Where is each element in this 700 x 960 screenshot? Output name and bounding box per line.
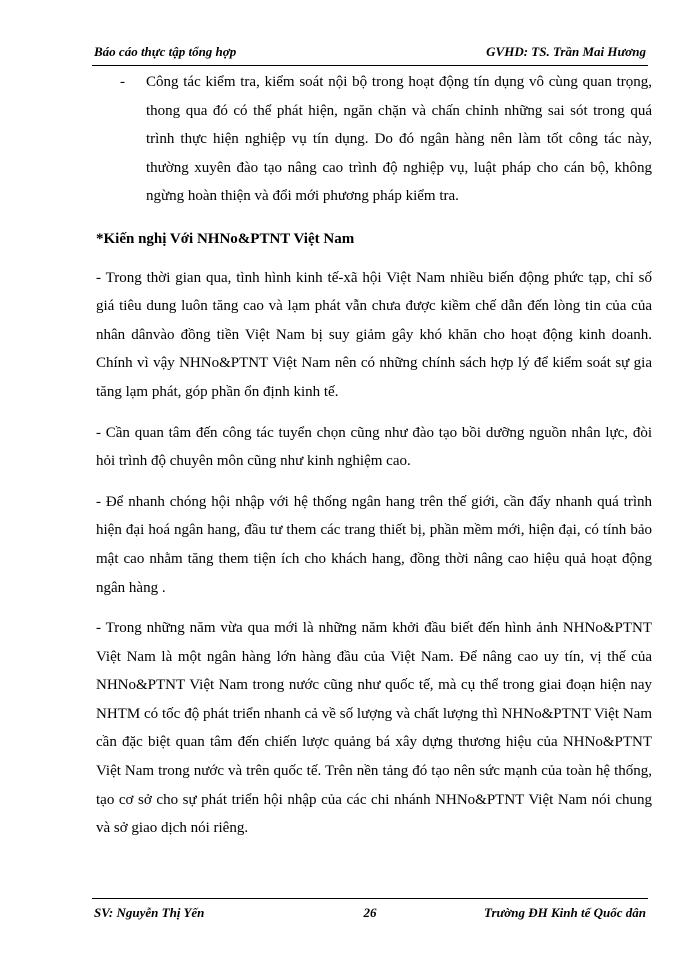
page-number: 26 <box>363 905 377 920</box>
bullet-marker: - <box>120 74 125 90</box>
paragraph-1: - Trong thời gian qua, tình hình kinh tế-xã hội Việt Nam nhiều biến động phức tạp, chỉ số giá tiêu dung luôn tăng cao và lạm phát vẫn chưa được kiềm chế dẫn đến lòng tin của của nhân dânvào đồng tiền Việt Nam bị suy giảm gây khó khăn cho hoạt động kinh doanh. Chính vì vậy NHNo&PTNT Việt Nam nên có những chính sách hợp lý để kiểm soát sự gia tăng lạm phát, góp phần ổn định kinh tế. <box>96 269 652 400</box>
footer-university: Trường ĐH Kinh tế Quốc dân <box>483 905 646 920</box>
page-header <box>92 41 648 66</box>
bullet-text: Công tác kiểm tra, kiểm soát nội bộ trong hoạt động tín dụng vô cùng quan trọng, thong qua đó có thể phát hiện, ngăn chặn và chấn chỉnh những sai sót trong quá trình thực hiện nghiệp vụ tín dụng. Do đó ngân hàng nên làm tốt công tác này, thường xuyên đào tạo nâng cao trình độ nghiệp vụ, luật pháp cho cán bộ, không ngừng hoàn thiện và đổi mới phương pháp kiểm tra. <box>146 74 652 205</box>
paragraph-4: - Trong những năm vừa qua mới là những năm khởi đầu biết đến hình ảnh NHNo&PTNT Việt Nam là một ngân hàng lớn hàng đầu của Việt Nam. Để nâng cao uy tín, vị thế của NHNo&PTNT Việt Nam trong nước cũng như quốc tế, mà cụ thể trong giai đoạn hiện nay NHTM có tốc độ phát triển nhanh cả về số lượng và chất lượng thì NHNo&PTNT Việt Nam cần đặc biệt quan tâm đến chiến lược quảng bá xây dựng thương hiệu của NHNo&PTNT Việt Nam trong nước và trên quốc tế. Trên nền tảng đó tạo nên sức mạnh của toàn hệ thống, tạo cơ sở cho sự phát triển hội nhập của các chi nhánh NHNo&PTNT Việt Nam nói chung và sở giao dịch nói riêng. <box>96 620 652 837</box>
section-heading: *Kiến nghị Với NHNo&PTNT Việt Nam <box>96 230 355 247</box>
header-supervisor: GVHD: TS. Trần Mai Hương <box>486 44 646 59</box>
page-content <box>96 68 652 843</box>
paragraph-2: - Cần quan tâm đến công tác tuyển chọn cũng như đào tạo bồi dưỡng nguồn nhân lực, đòi hỏi trình độ chuyên môn cũng như kinh nghiệm cao. <box>96 424 652 470</box>
bullet-paragraph <box>96 68 652 211</box>
header-report-title: Báo cáo thực tập tổng hợp <box>94 44 237 59</box>
footer-student-name: SV: Nguyễn Thị Yến <box>94 905 205 920</box>
page-footer <box>92 898 648 929</box>
paragraph-3: - Để nhanh chóng hội nhập với hệ thống ngân hang trên thế giới, cần đẩy nhanh quá trình hiện đại hoá ngân hang, đầu tư them các trang thiết bị, phần mềm mới, hiện đại, có tính bảo mật cao nhằm tăng them tiện ích cho khách hang, đồng thời nâng cao hiệu quả hoạt động ngân hàng . <box>96 493 652 596</box>
